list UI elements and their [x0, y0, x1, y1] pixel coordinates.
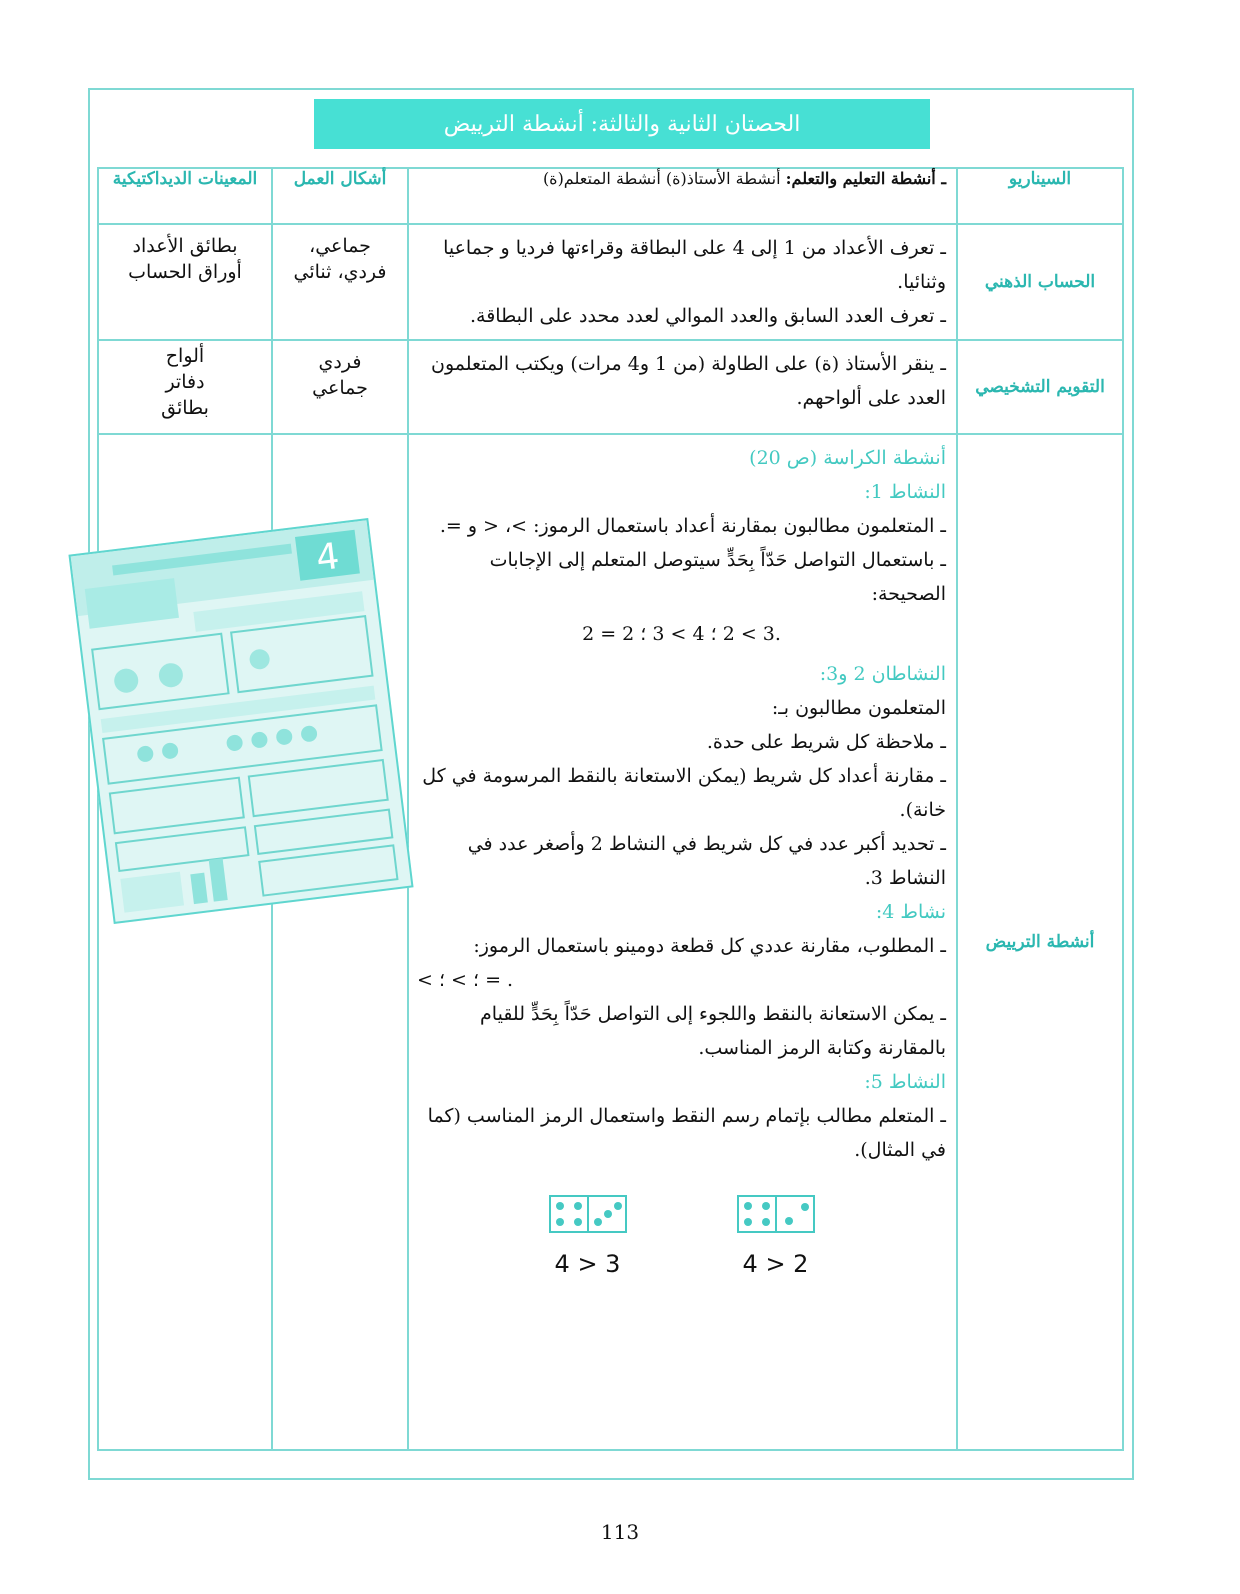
- content-mental-math: [408, 224, 957, 340]
- label-diagnostic: التقويم التشخيصي: [957, 340, 1123, 434]
- content-practice: [408, 434, 957, 1450]
- domino-example-right: [737, 1195, 815, 1281]
- aids-diag-3: بطائق: [161, 397, 209, 419]
- heading-activity-2-3: النشاطان 2 و3:: [819, 663, 946, 685]
- act1-equation: .3 > 2 ؛ 4 > 3 ؛ 2 = 2: [582, 623, 781, 645]
- domino-dot: [744, 1218, 752, 1226]
- domino-half: [777, 1197, 813, 1231]
- heading-activity-4: نشاط 4:: [875, 901, 946, 923]
- heading-activity-1: النشاط 1:: [864, 481, 946, 503]
- heading-activity-5: النشاط 5:: [864, 1071, 946, 1093]
- domino-half: [551, 1197, 589, 1231]
- banner-title: الحصتان الثانية والثالثة: أنشطة الترييض: [443, 111, 801, 137]
- domino-dot: [556, 1218, 564, 1226]
- work-diagnostic: [272, 340, 408, 434]
- aids-mental-1: بطائق الأعداد: [132, 235, 238, 257]
- work-mental-2: فردي، ثنائي: [293, 261, 387, 283]
- header-activities: [408, 168, 957, 224]
- domino-dot: [762, 1218, 770, 1226]
- work-mental-math: [272, 224, 408, 340]
- row-mental-math: [98, 224, 1123, 340]
- domino-dot: [594, 1218, 602, 1226]
- header-work-forms: أشكال العمل: [272, 168, 408, 224]
- domino-dot: [744, 1202, 752, 1210]
- heading-notebook: أنشطة الكراسة (ص 20): [749, 447, 946, 469]
- aids-diagnostic: [98, 340, 272, 434]
- label-mental-math: الحساب الذهني: [957, 224, 1123, 340]
- mental-line-1: ـ تعرف الأعداد من 1 إلى 4 على البطاقة وقراءتها فرديا و جماعيا وثنائيا.: [443, 237, 946, 293]
- act23-line-2: ـ ملاحظة كل شريط على حدة.: [706, 731, 946, 753]
- act4-line-1: ـ المطلوب، مقارنة عددي كل قطعة دومينو باستعمال الرموز:: [473, 935, 946, 957]
- label-practice: أنشطة الترييض: [957, 434, 1123, 1450]
- aids-mental-math: [98, 224, 272, 340]
- header-activities-prefix: ـ أنشطة التعليم والتعلم:: [785, 169, 946, 188]
- domino-dot: [574, 1218, 582, 1226]
- act23-line-3: ـ مقارنة أعداد كل شريط (يمكن الاستعانة بالنقط المرسومة في كل خانة).: [422, 765, 946, 821]
- page-number: 113: [600, 1520, 640, 1544]
- domino-right-relation: 4 > 2: [742, 1250, 809, 1278]
- act4-line-3: ـ يمكن الاستعانة بالنقط واللجوء إلى التواصل حَدّاً بِحَدٍّ للقيام بالمقارنة وكتابة الرمز المناسب.: [480, 1003, 946, 1059]
- header-scenario: السيناريو: [957, 168, 1123, 224]
- domino-dot: [556, 1202, 564, 1210]
- domino-half: [589, 1197, 625, 1231]
- section-banner: [314, 99, 930, 149]
- aids-mental-2: أوراق الحساب: [128, 261, 242, 283]
- domino-dot: [604, 1210, 612, 1218]
- domino-tile-right: [737, 1195, 815, 1233]
- header-activities-rest: أنشطة الأستاذ(ة) أنشطة المتعلم(ة): [542, 169, 786, 188]
- work-diag-1: فردي: [318, 351, 362, 373]
- row-diagnostic: [98, 340, 1123, 434]
- domino-dot: [574, 1202, 582, 1210]
- content-diagnostic: [408, 340, 957, 434]
- diagnostic-line-1: ـ ينقر الأستاذ (ة) على الطاولة (من 1 و4 مرات) ويكتب المتعلمون العدد على ألواحهم.: [431, 353, 946, 409]
- act4-symbols: < ؛ > ؛ = .: [417, 969, 514, 991]
- act1-line-2: ـ باستعمال التواصل حَدّاً بِحَدٍّ سيتوصل المتعلم إلى الإجابات الصحيحة:: [489, 549, 946, 605]
- thumbnail-badge: 4: [313, 535, 342, 580]
- domino-dot: [785, 1217, 793, 1225]
- header-aids: المعينات الديداكتيكية: [98, 168, 272, 224]
- domino-dot: [762, 1202, 770, 1210]
- domino-half: [739, 1197, 777, 1231]
- act23-line-1: المتعلمون مطالبون بـ:: [771, 697, 946, 719]
- domino-example-left: [549, 1195, 627, 1281]
- work-mental-1: جماعي،: [309, 235, 371, 257]
- header-row: [98, 168, 1123, 224]
- mental-line-2: ـ تعرف العدد السابق والعدد الموالي لعدد محدد على البطاقة.: [470, 305, 946, 327]
- domino-tile-left: [549, 1195, 627, 1233]
- workbook-thumbnail-image: [71, 520, 412, 922]
- act5-line-1: ـ المتعلم مطالب بإتمام رسم النقط واستعمال الرمز المناسب (كما في المثال).: [427, 1105, 946, 1161]
- act23-line-4: ـ تحديد أكبر عدد في كل شريط في النشاط 2 وأصغر عدد في النشاط 3.: [467, 833, 946, 889]
- aids-diag-1: ألواح: [165, 345, 205, 367]
- domino-dot: [801, 1203, 809, 1211]
- domino-left-relation: 4 > 3: [554, 1250, 621, 1278]
- domino-examples: [417, 1195, 946, 1281]
- act1-line-1: ـ المتعلمون مطالبون بمقارنة أعداد باستعمال الرموز: >، < و =.: [439, 515, 946, 537]
- work-diag-2: جماعي: [312, 377, 368, 399]
- aids-diag-2: دفاتر: [165, 371, 205, 393]
- domino-dot: [614, 1202, 622, 1210]
- workbook-page-thumbnail: [68, 518, 413, 924]
